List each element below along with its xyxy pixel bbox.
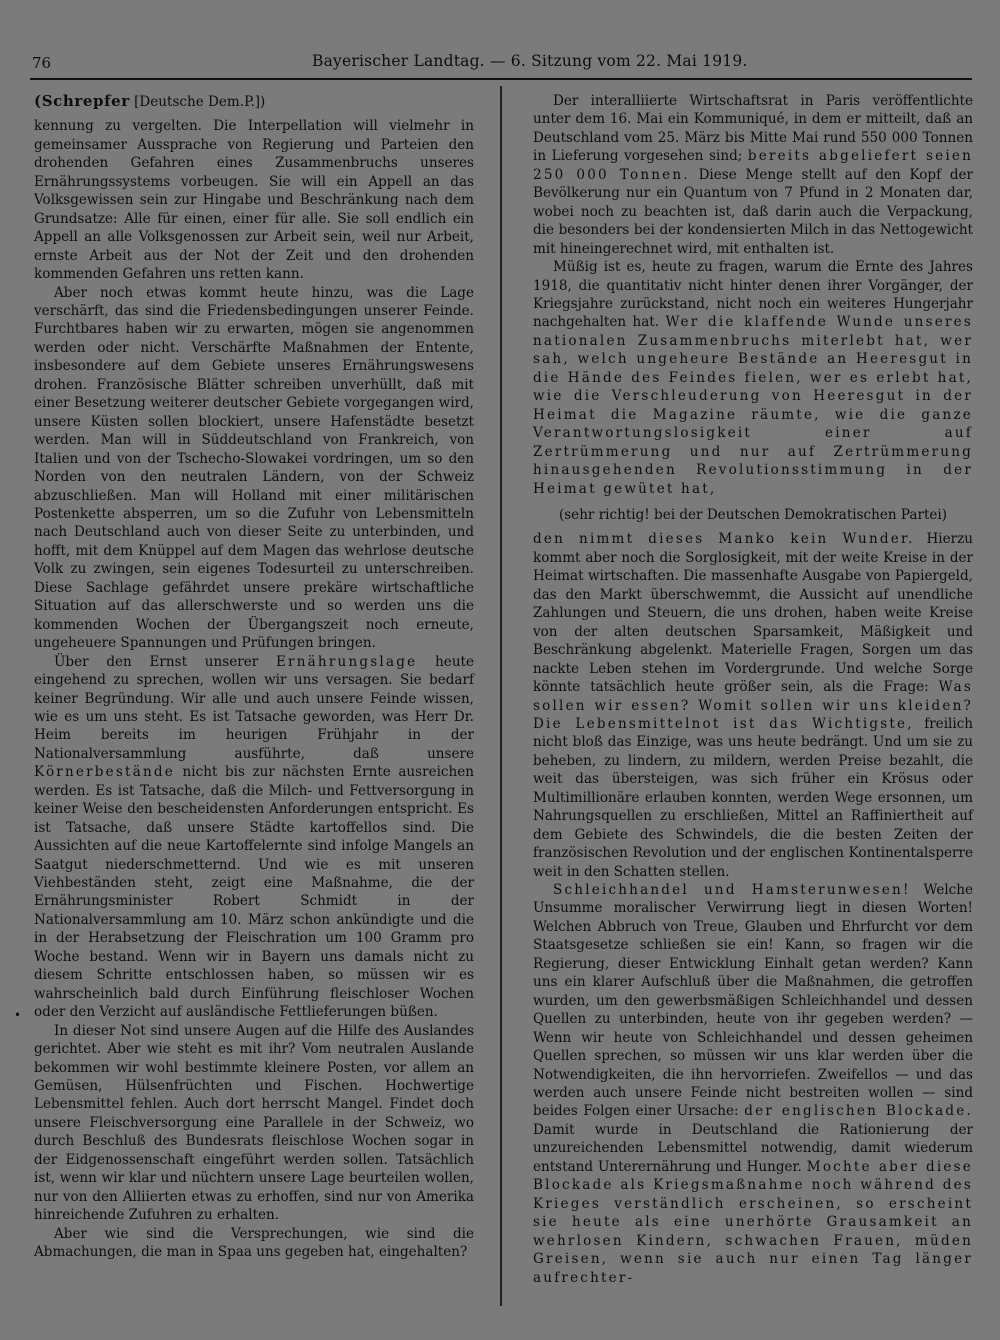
emphasis-text: Mochte aber diese Blockade als Kriegsmaßnahme noch während des Krieges verständlich erscheinen, so erscheint sie heute als eine unerhörte Grausamkeit an wehrlosen Kindern, schwachen Frauen, müden Greisen, wenn sie auch nur einen Tag länger aufrechter- xyxy=(533,1158,973,1286)
text-run: Damit wurde in Deutschland die Rationierung der unzureichenden Lebensmittel notwendig, damit wiederum entstand Unterernährung und Hunger. xyxy=(533,1121,973,1175)
text-run: nicht bis zur nächsten Ernte ausreichen werden. Es ist Tatsache, daß die Milch- und Fettversorgung in keiner Weise den bescheidensten Anforderungen entspricht. Es ist Tatsache, daß unsere Städte kartoffellos sind. Die Aussichten auf die neue Kartoffelernte sind infolge Mangels an Saatgut niederschmetternd. Und wie es mit unseren Viehbeständen steht, zeigt eine Maßnahme, die der Ernährungsminister Robert Schmidt in der Nationalversammlung am 10. März schon ankündigte und die in der Herabsetzung der Fleischration um 100 Gramm pro Woche bestand. Wenn wir in Bayern uns damals nicht zu diesem Schritte entschlossen haben, so müssen wir es wahrscheinlich bald durch Einführung fleischloser Wochen oder den Verzicht auf ausländische Fettlieferungen büßen. xyxy=(34,764,474,1021)
left-column xyxy=(34,92,474,1262)
emphasis-text: Wer die klaffende Wunde unseres nationalen Zusammenbruchs miterlebt hat, wer sah, welch ungeheure Bestände an Heeresgut in die Hände des Feindes fielen, wer es erlebt hat, wie die Verschleuderung von Heeresgut in der Heimat die Magazine räumte, wie die ganze Verantwortungslosigkeit einer auf Zertrümmerung und nur auf Zertrümmerung hinausgehenden Revolutionsstimmung in der Heimat gewütet hat, xyxy=(533,314,973,497)
emphasis-text: den nimmt dieses Manko kein Wunder. xyxy=(533,531,915,548)
text-run: Welche Unsumme moralischer Verwirrung liegt in diesen Worten! Welchen Abbruch von Treue, Glauben und Ehrfurcht vor dem Staatsgesetze schließen sie ein! Kann, so fragen wir die Regierung, dieser Entwicklung Einhalt getan werden? Kann uns ein klarer Aufschluß über die Maßnahmen, die getroffen wurden, um den gewerbsmäßigen Schleichhandel und dessen Quellen zu unterbinden, heute von ihr gegeben werden? — Wenn wir heute von Schleichhandel und dessen geheimen Quellen sprechen, so müssen wir uns klar werden über die Notwendigkeiten, die ihn hervorriefen. Zweifellos — und das werden auch unsere Feinde nicht bestreiten wollen — sind beides Folgen einer Ursache: xyxy=(533,882,973,1120)
margin-mark: • xyxy=(14,1008,22,1022)
emphasis-text: Ernährungslage xyxy=(275,653,418,670)
paragraph: Aber wie sind die Versprechungen, wie sind die Abmachungen, die man in Spaa uns gegeben hat, eingehalten? xyxy=(34,1225,474,1261)
page-header xyxy=(30,52,970,76)
paragraph: Aber noch etwas kommt heute hinzu, was die Lage verschärft, das sind die Friedensbedingungen unserer Feinde. Furchtbares haben wir zu erwarten, mögen sie angenommen werden oder nicht. Verschärfte Maßnahmen der Entente, insbesondere auf dem Gebiete unseres Ernährungswesens drohen. Französische Blätter schreiben unverhüllt, daß mit einer Besetzung weiterer deutscher Gebiete vorgegangen wird, unsere Küsten sollen blockiert, unsere Hafenstädte besetzt werden. Man will in Süddeutschland von Frankreich, von Italien und von der Tschecho-Slowakei vordringen, um so den Norden von den neutralen Ländern, von der Schweiz abzuschließen. Man will Holland mit einer militärischen Postenkette absperren, um so die Zufuhr von Lebensmitteln nach Deutschland auch von dieser Seite zu unterbinden, und hofft, mit dem Knüppel auf dem Magen das wehrlose deutsche Volk zu zwingen, sein eigenes Todesurteil zu unterschreiben. Diese Sachlage gefährdet unsere prekäre wirtschaftliche Situation auf das allerschwerste und so werden uns die kommenden Wochen der Übergangszeit noch erneute, ungeheuere Spannungen und Prüfungen bringen. xyxy=(34,284,474,652)
paragraph xyxy=(533,92,973,258)
text-run: Über den Ernst unserer xyxy=(54,653,276,670)
text-run: heute eingehend zu sprechen, wollen wir uns versagen. Sie bedarf keiner Begründung. Wir alle und auch unsere Feinde wissen, wie es um uns steht. Es ist Tatsache geworden, was Herr Dr. Heim bereits im heurigen Frühjahr in der Nationalversammlung ausführte, daß unsere xyxy=(34,653,475,762)
text-run: Hierzu kommt aber noch die Sorglosigkeit, mit der weite Kreise in der Heimat wirtschaften. Die massenhafte Ausgabe von Papiergeld, das den Markt überschwemmt, die Aussicht auf unendliche Zahlungen und Steuern, die uns drohen, haben weite Kreise von der alten deutschen Sparsamkeit, Mäßigkeit und Beschränkung abgelenkt. Materielle Fragen, Sorgen um das nackte Leben stehen im Vordergrunde. Und welche Sorge könnte tatsächlich heute größer sein, als die Frage: xyxy=(533,531,973,696)
column-rule xyxy=(500,86,502,1306)
text-run: freilich nicht bloß das Einzige, was uns heute bedrängt. Und um sie zu beheben, zu lindern, zu mildern, werden Preise bezahlt, die weit das übersteigen, was sich früher ein Krösus oder Multimillionäre erlauben konnten, werden Wege ersonnen, um Nahrungsquellen zu erschließen, Mittel an Raffiniertheit auf dem Gebiete des Schwindels, die die besten Zeiten der französischen Revolution und der englischen Kontinentalsperre weit in den Schatten stellen. xyxy=(533,715,974,880)
speaker-line xyxy=(34,92,474,111)
paragraph: In dieser Not sind unsere Augen auf die Hilfe des Auslandes gerichtet. Aber wie steht es mit ihr? Vom neutralen Auslande bekommen wir wohl bestimmte kleinere Posten, vor allem an Gemüsen, Hülsenfrüchten und Fischen. Hochwertige Lebensmittel fehlen. Auch dort herrscht Mangel. Findet doch unsere Fleischversorgung eine Parallele in der Schweiz, wo durch Beschluß des Bundesrats fleischlose Wochen sogar in der Eidgenossenschaft eingeführt werden sollen. Tatsächlich ist, wenn wir klar und nüchtern unsere Lage beurteilen wollen, nur von den Alliierten etwas zu erhoffen, sind nur von Amerika hinreichende Zufuhren zu erhalten. xyxy=(34,1022,474,1224)
emphasis-text: Was sollen wir essen? Womit sollen wir uns kleiden? Die Lebensmittelnot ist das Wichtigste, xyxy=(533,679,973,732)
paragraph xyxy=(34,653,474,1022)
running-head: Bayerischer Landtag. — 6. Sitzung vom 22. Mai 1919. xyxy=(312,52,748,70)
speaker-party: [Deutsche Dem.P.]) xyxy=(134,94,266,110)
paragraph: kennung zu vergelten. Die Interpellation will vielmehr in gemeinsamer Aussprache von Regierung und Parteien den drohenden Gefahren eines Zusammenbruchs unseres Ernährungssystems vorbeugen. Sie will ein Appell an das Volksgewissen sein zur Hingabe und Beschränkung nach dem Grundsatze: Alle für einen, einer für alle. Sie soll endlich ein Appell an alle Volksgenossen zur Arbeit sein, weil nur Arbeit, ernste Arbeit aus der Not der Zeit und den drohenden kommenden Gefahren uns retten kann. xyxy=(34,118,474,283)
emphasis-text: der englischen Blockade. xyxy=(744,1103,973,1120)
emphasis-text: Schleichhandel und Hamsterunwesen! xyxy=(553,882,911,899)
text-run: Der interalliierte Wirtschaftsrat in Paris veröffentlichte unter dem 16. Mai ein Kommuniqué, in dem er mitteilt, daß an Deutschland vom 25. März bis Mitte Mai rund 550 000 Tonnen in Lieferung vorgesehen sind; xyxy=(533,93,973,165)
header-rule xyxy=(30,78,972,80)
text-run: Diese Menge stellt auf den Kopf der Bevölkerung nur ein Quantum von 7 Pfund in 2 Monaten dar, wobei noch zu beachten ist, daß darin auch die Verpackung, die besonders bei der kondensierten Milch in das Nettogewicht mit hineingerechnet wird, mit enthalten ist. xyxy=(533,166,973,257)
emphasis-text: Körnerbestände xyxy=(34,764,175,781)
emphasis-text: bereits abgeliefert seien 250 000 Tonnen. xyxy=(533,148,973,183)
right-column xyxy=(533,92,973,1287)
speaker-name: (Schrepfer xyxy=(34,92,130,110)
interjection: (sehr richtig! bei der Deutschen Demokratischen Partei) xyxy=(558,506,948,523)
page-number: 76 xyxy=(32,54,52,72)
paragraph xyxy=(533,881,973,1287)
paragraph xyxy=(533,530,973,881)
text-run: Müßig ist es, heute zu fragen, warum die Ernte des Jahres 1918, die quantitativ nicht hinter denen ihrer Vorgänger, der Kriegsjahre zurückstand, nicht noch ein weiteres Hungerjahr nachgehalten hat. xyxy=(533,259,973,331)
paragraph xyxy=(533,258,973,498)
